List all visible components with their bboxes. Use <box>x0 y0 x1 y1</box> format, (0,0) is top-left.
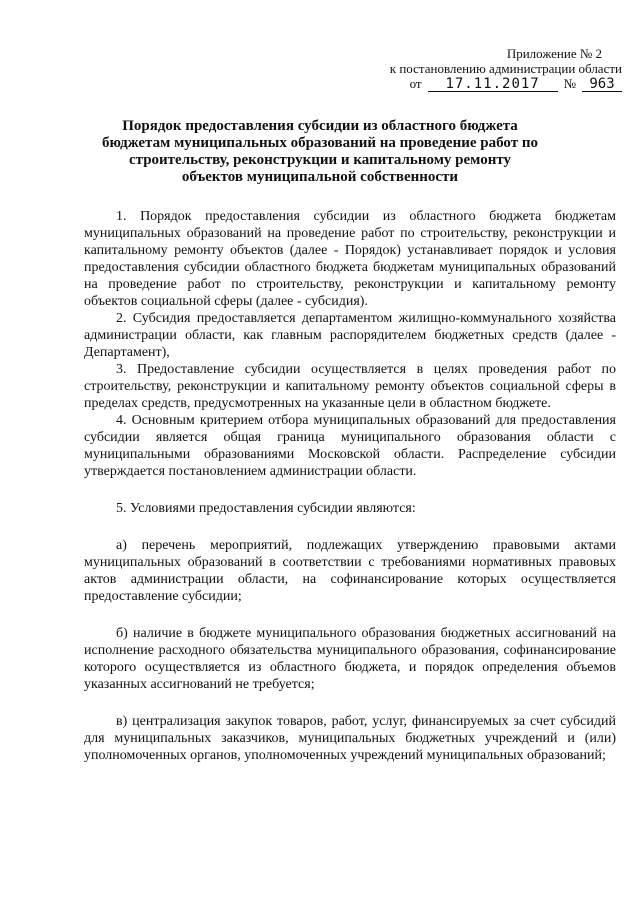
paragraph-3: 3. Предоставление субсидии осуществляется в целях проведения работ по строительству, реконструкции и капитальному ремонту объектов социальной сферы в пределах средств, предусмотренных на указанные цели в областном бюджете. <box>84 362 616 411</box>
resolution-date: 17.11.2017 <box>428 77 558 92</box>
paragraph-1: 1. Порядок предоставления субсидии из областного бюджета бюджетам муниципальных образований на проведение работ по строительству, реконструкции и капитальному ремонту объектов (далее - Порядок) устанавливает порядок и условия предоставления субсидии областного бюджета бюджетам муниципальных образований на проведение работ по строительству, реконструкции и капитальному ремонту объектов социальной сферы (далее - субсидия). <box>84 209 616 309</box>
paragraph-5: 5. Условиями предоставления субсидии являются: <box>116 501 416 516</box>
annex-resolution-ref: к постановлению администрации области <box>389 61 622 76</box>
resolution-number: 963 <box>582 77 622 92</box>
annex-label: Приложение № 2 <box>506 46 602 61</box>
paragraph-4: 4. Основным критерием отбора муниципальных образований для предоставления субсидии является общая граница муниципального образования области с муниципальными образованиями Московской области. Распределение субсидии утверждается постановлением администрации области. <box>84 413 616 479</box>
paragraph-5b: б) наличие в бюджете муниципального образования бюджетных ассигнований на исполнение расходного обязательства муниципального образования, софинансирование которого осуществляется из областного бюджета, и порядок определения объемов указанных ассигнований не требуется; <box>84 626 616 692</box>
document-body <box>84 208 616 764</box>
paragraph-5a: а) перечень мероприятий, подлежащих утверждению правовыми актами муниципальных образований в соответствии с требованиями нормативных правовых актов администрации области, на софинансирование которых осуществляется предоставление субсидии; <box>84 538 616 604</box>
paragraph-2: 2. Субсидия предоставляется департаментом жилищно-коммунального хозяйства администрации области, как главным распорядителем бюджетных средств (далее - Департамент), <box>84 311 616 360</box>
document-title: Порядок предоставления субсидии из областного бюджета бюджетам муниципальных образований на проведение работ по строительству, реконструкции и капитальному ремонту объектов муниципальной собственности <box>102 118 538 185</box>
from-label: от <box>409 76 422 91</box>
annex-date-number <box>292 76 622 92</box>
paragraph-5c: в) централизация закупок товаров, работ, услуг, финансируемых за счет субсидий для муниципальных заказчиков, муниципальных бюджетных учреждений и (или) уполномоченных органов, уполномоченных учреждений муниципальных образований; <box>84 714 616 763</box>
number-label: № <box>563 76 576 91</box>
annex-header <box>292 46 622 92</box>
